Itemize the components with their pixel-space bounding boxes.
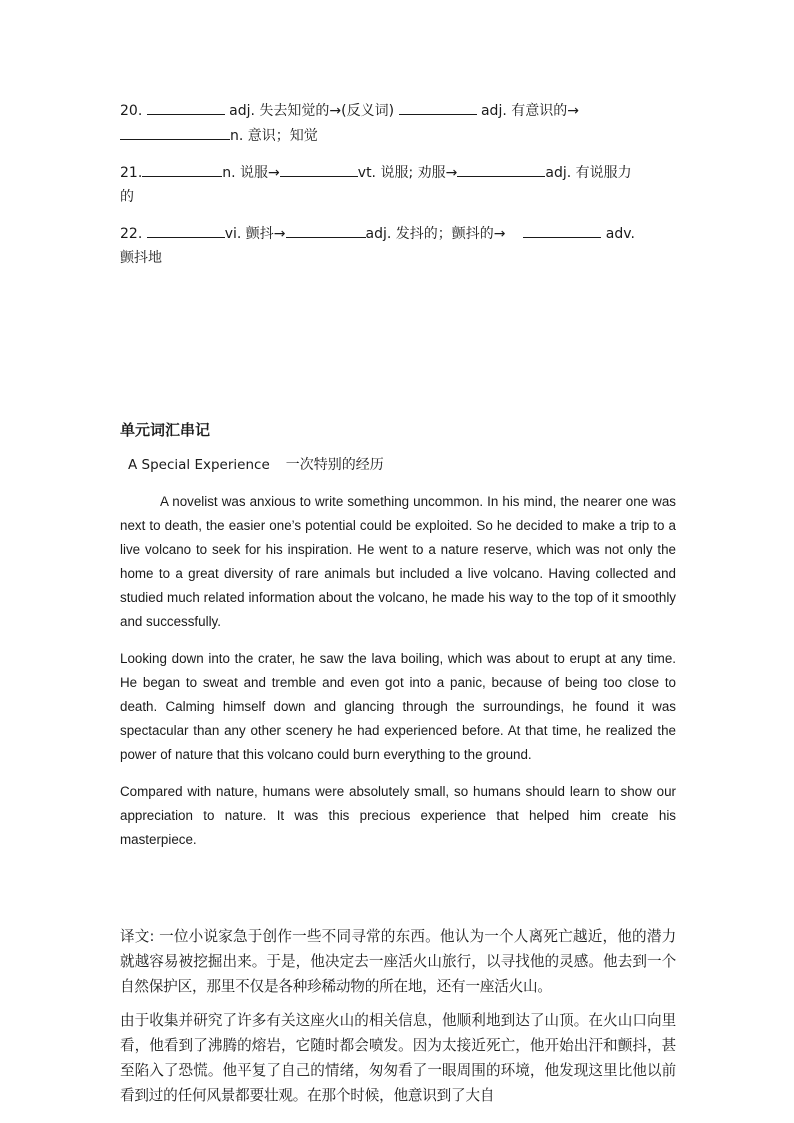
story-title-zh: 一次特别的经历 <box>285 457 384 473</box>
vocab-item-21 <box>120 160 676 209</box>
answer-blank[interactable] <box>523 221 601 238</box>
vocab-text: adj. 有意识的→ <box>476 103 579 119</box>
story-title <box>128 454 384 474</box>
story-paragraph: A novelist was anxious to write something uncommon. In his mind, the nearer one was next to death, the easier one’s potential could be exploited. So he decided to make a trip to a live volcano to seek for his inspiration. He went to a nature reserve, which was not only the home to a great diversity of rare animals but included a live volcano. Having collected and studied much related information about the volcano, he made his way to the top of it smoothly and successfully. <box>120 494 676 629</box>
vocab-item-22 <box>120 221 676 270</box>
answer-blank[interactable] <box>457 160 545 177</box>
vocab-text: n. 意识；知觉 <box>230 128 318 144</box>
story-text <box>120 490 676 865</box>
vocab-line <box>120 185 676 209</box>
vocab-text: adj. 失去知觉的→(反义词) <box>224 103 399 119</box>
vocab-line <box>120 160 676 185</box>
vocab-text: n. 说服→ <box>222 165 280 181</box>
vocab-text: vi. 颤抖→ <box>224 226 286 242</box>
vocab-text: 21. <box>120 165 143 181</box>
answer-blank[interactable] <box>280 160 358 177</box>
vocab-text: adj. 发抖的；颤抖的→ <box>365 226 524 242</box>
vocab-line <box>120 98 676 123</box>
answer-blank[interactable] <box>399 98 477 115</box>
vocab-text: 的 <box>120 189 134 205</box>
vocab-text: adj. 有说服力 <box>545 165 632 181</box>
story-paragraph: Compared with nature, humans were absolutely small, so humans should learn to show our appreciation to nature. It was this precious experience that helped him create his masterpiece. <box>120 784 676 847</box>
section-title: 单元词汇串记 <box>120 421 211 439</box>
worksheet-page <box>120 98 676 1104</box>
vocab-line <box>120 221 676 246</box>
vocab-text: adv. <box>601 226 635 242</box>
answer-blank[interactable] <box>286 221 366 238</box>
translation-paragraph: 由于收集并研究了许多有关这座火山的相关信息，他顺利地到达了山顶。在火山口向里看，他看到了沸腾的熔岩，它随时都会喷发。因为太接近死亡，他开始出汗和颤抖，甚至陷入了恐慌。他平复了自己的情绪，匆匆看了一眼周围的环境，他发现这里比他以前看到过的任何风景都要壮观。在那个时候，他意识到了大自 <box>120 1012 676 1104</box>
translation-text <box>120 924 676 1117</box>
vocab-text: vt. 说服; 劝服→ <box>357 165 458 181</box>
answer-blank[interactable] <box>120 123 230 140</box>
vocab-item-20 <box>120 98 676 148</box>
translation-paragraph: 译文: 一位小说家急于创作一些不同寻常的东西。他认为一个人离死亡越近，他的潜力就越容易被挖掘出来。于是，他决定去一座活火山旅行，以寻找他的灵感。他去到一个自然保护区，那里不仅是各种珍稀动物的所在地，还有一座活火山。 <box>120 928 676 995</box>
vocab-text: 颤抖地 <box>120 250 162 266</box>
answer-blank[interactable] <box>147 221 225 238</box>
vocab-text: 22. <box>120 226 147 242</box>
vocab-line <box>120 123 676 148</box>
vocab-line <box>120 246 676 270</box>
vocab-text: 20. <box>120 103 147 119</box>
vocab-exercises <box>120 98 676 270</box>
story-title-en: A Special Experience <box>128 457 270 473</box>
answer-blank[interactable] <box>142 160 222 177</box>
story-paragraph: Looking down into the crater, he saw the lava boiling, which was about to erupt at any time. He began to sweat and tremble and even got into a panic, because of being too close to death. Calming himself down and glancing through the surroundings, he found it was spectacular than any other scenery he had experienced before. At that time, he realized the power of nature that this volcano could burn everything to the ground. <box>120 651 676 762</box>
answer-blank[interactable] <box>147 98 225 115</box>
